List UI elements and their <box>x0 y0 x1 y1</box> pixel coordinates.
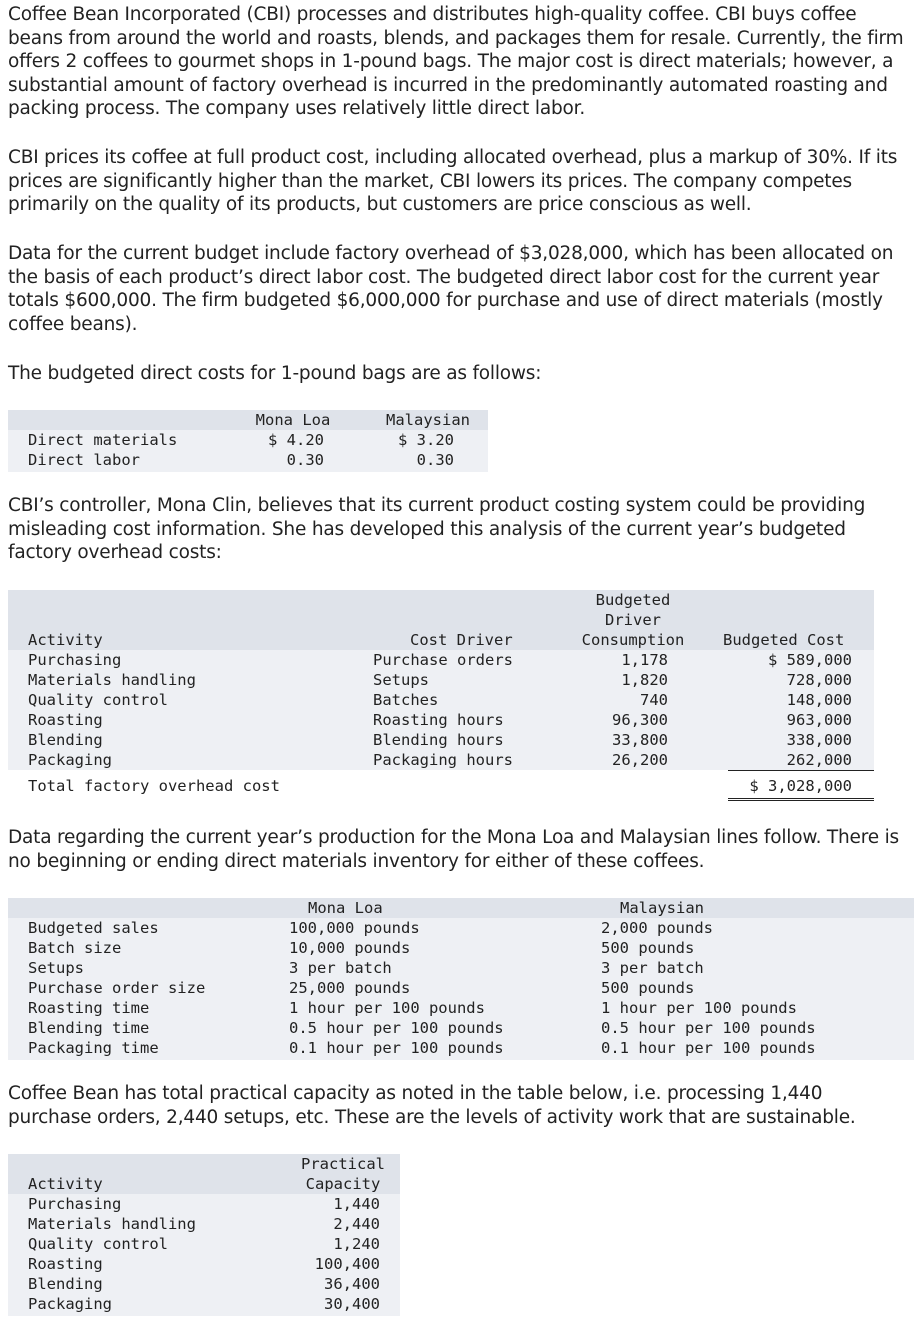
malaysian-value: 500 pounds <box>601 979 695 997</box>
table-row <box>8 938 914 958</box>
cell-value: $ 4.20 <box>268 431 324 449</box>
col-header-consumption-2: Driver <box>605 611 661 629</box>
budgeted-cost: 963,000 <box>786 711 852 729</box>
malaysian-value: 2,000 pounds <box>601 919 713 937</box>
table-row <box>8 1274 400 1294</box>
capacity-value: 100,400 <box>314 1255 380 1273</box>
col-header-mona-loa: Mona Loa <box>308 899 383 917</box>
cost-driver: Batches <box>373 691 439 709</box>
row-label: Budgeted sales <box>28 919 159 937</box>
table-row <box>8 750 874 770</box>
table-row <box>8 1294 400 1314</box>
cell-value: $ 3.20 <box>398 431 454 449</box>
cost-driver: Setups <box>373 671 429 689</box>
mona-loa-value: 25,000 pounds <box>289 979 411 997</box>
table-row <box>8 1254 400 1274</box>
mona-loa-value: 0.1 hour per 100 pounds <box>289 1039 504 1057</box>
activity-name: Roasting <box>28 1255 103 1273</box>
table-row <box>8 690 874 710</box>
table-row <box>8 650 874 670</box>
table-row <box>8 918 914 938</box>
malaysian-value: 1 hour per 100 pounds <box>601 999 797 1017</box>
col-header-activity: Activity <box>28 631 103 649</box>
cost-driver: Blending hours <box>373 731 504 749</box>
activity-name: Materials handling <box>28 671 196 689</box>
activity-name: Quality control <box>28 691 168 709</box>
activity-name: Blending <box>28 731 103 749</box>
cost-driver: Purchase orders <box>373 651 513 669</box>
pricing-paragraph: CBI prices its coffee at full product cost, including allocated overhead, plus a markup of 30%. If its prices are significantly higher than the market, CBI lowers its prices. The company competes primarily on the quality of its products, but customers are price conscious as well. <box>8 147 898 215</box>
col-header-cost: Budgeted Cost <box>723 631 845 649</box>
intro-paragraph: Coffee Bean Incorporated (CBI) processes and distributes high-quality coffee. CBI buys coffee beans from around the world and roasts, blends, and packages them for resale. Currently, the firm offers 2 coffees to gourmet shops in 1-pound bags. The major cost is direct materials; however, a substantial amount of factory overhead is incurred in the predominantly automated roasting and packing process. The company uses relatively little direct labor. <box>8 4 904 119</box>
cell-value: 0.30 <box>286 451 324 469</box>
total-row <box>8 776 874 796</box>
activity-name: Packaging <box>28 1295 112 1313</box>
budgeted-cost: 262,000 <box>728 750 874 771</box>
mona-loa-value: 100,000 pounds <box>289 919 420 937</box>
col-header-consumption-3: Consumption <box>581 631 685 649</box>
overhead-table <box>8 590 874 802</box>
driver-consumption: 96,300 <box>612 711 668 729</box>
budgeted-cost: 148,000 <box>786 691 852 709</box>
table-row <box>8 710 874 730</box>
row-label: Roasting time <box>28 999 150 1017</box>
table-row <box>8 430 488 450</box>
cost-driver: Packaging hours <box>373 751 513 769</box>
total-label: Total factory overhead cost <box>28 777 280 795</box>
row-label: Direct labor <box>28 451 140 469</box>
budgeted-cost: 338,000 <box>786 731 852 749</box>
budget-paragraph: Data for the current budget include factory overhead of $3,028,000, which has been allocated on the basis of each product’s direct labor cost. The budgeted direct labor cost for the current year totals $600,000. The firm budgeted $6,000,000 for purchase and use of direct materials (mostly coffee beans). <box>8 243 894 335</box>
table-row <box>8 1194 400 1214</box>
activity-name: Blending <box>28 1275 103 1293</box>
table-row <box>8 1234 400 1254</box>
table-row <box>8 998 914 1018</box>
malaysian-value: 0.1 hour per 100 pounds <box>601 1039 816 1057</box>
capacity-value: 36,400 <box>324 1275 380 1293</box>
capacity-value: 30,400 <box>324 1295 380 1313</box>
driver-consumption: 740 <box>640 691 668 709</box>
capacity-table <box>8 1154 400 1316</box>
cost-driver: Roasting hours <box>373 711 504 729</box>
col-header-capacity-1: Practical <box>301 1155 385 1173</box>
direct-costs-table <box>8 410 488 472</box>
capacity-value: 1,240 <box>333 1235 380 1253</box>
activity-name: Roasting <box>28 711 103 729</box>
capacity-paragraph: Coffee Bean has total practical capacity as noted in the table below, i.e. processing 1,440 purchase orders, 2,440 setups, etc. These are the levels of activity work that are sustainable. <box>8 1083 856 1128</box>
col-header-mona-loa: Mona Loa <box>255 411 331 429</box>
row-label: Blending time <box>28 1019 150 1037</box>
driver-consumption: 1,178 <box>621 651 668 669</box>
activity-name: Purchasing <box>28 651 122 669</box>
mona-loa-value: 1 hour per 100 pounds <box>289 999 485 1017</box>
row-label: Packaging time <box>28 1039 159 1057</box>
malaysian-value: 500 pounds <box>601 939 695 957</box>
budgeted-cost: 728,000 <box>786 671 852 689</box>
row-label: Setups <box>28 959 84 977</box>
production-paragraph: Data regarding the current year’s production for the Mona Loa and Malaysian lines follow. There is no beginning or ending direct materials inventory for either of these coffees. <box>8 827 899 872</box>
col-header-malaysian: Malaysian <box>386 411 470 429</box>
driver-consumption: 26,200 <box>612 751 668 769</box>
budgeted-cost: $ 589,000 <box>768 651 852 669</box>
direct-costs-intro: The budgeted direct costs for 1-pound bags are as follows: <box>8 363 542 384</box>
table-row <box>8 1038 914 1058</box>
cell-value: 0.30 <box>416 451 454 469</box>
capacity-value: 1,440 <box>333 1195 380 1213</box>
malaysian-value: 0.5 hour per 100 pounds <box>601 1019 816 1037</box>
row-label: Direct materials <box>28 431 178 449</box>
mona-loa-value: 0.5 hour per 100 pounds <box>289 1019 504 1037</box>
table-row <box>8 450 488 470</box>
production-table <box>8 898 914 1060</box>
table-row <box>8 670 874 690</box>
row-label: Batch size <box>28 939 122 957</box>
malaysian-value: 3 per batch <box>601 959 704 977</box>
col-header-activity: Activity <box>28 1175 103 1193</box>
mona-loa-value: 3 per batch <box>289 959 392 977</box>
col-header-driver: Cost Driver <box>410 631 513 649</box>
table-row <box>8 958 914 978</box>
col-header-consumption-1: Budgeted <box>595 591 671 609</box>
row-label: Purchase order size <box>28 979 206 997</box>
table-row <box>8 1018 914 1038</box>
driver-consumption: 1,820 <box>621 671 668 689</box>
capacity-value: 2,440 <box>333 1215 380 1233</box>
table-row <box>8 978 914 998</box>
mona-loa-value: 10,000 pounds <box>289 939 411 957</box>
activity-name: Materials handling <box>28 1215 196 1233</box>
col-header-malaysian: Malaysian <box>620 899 704 917</box>
activity-name: Packaging <box>28 751 112 769</box>
activity-name: Purchasing <box>28 1195 122 1213</box>
col-header-capacity-2: Capacity <box>305 1175 381 1193</box>
controller-paragraph: CBI’s controller, Mona Clin, believes that its current product costing system could be providing misleading cost information. She has developed this analysis of the current year’s budgeted factory overhead costs: <box>8 495 866 563</box>
driver-consumption: 33,800 <box>612 731 668 749</box>
total-value: $ 3,028,000 <box>728 776 874 801</box>
table-row <box>8 1214 400 1234</box>
table-row <box>8 730 874 750</box>
activity-name: Quality control <box>28 1235 168 1253</box>
